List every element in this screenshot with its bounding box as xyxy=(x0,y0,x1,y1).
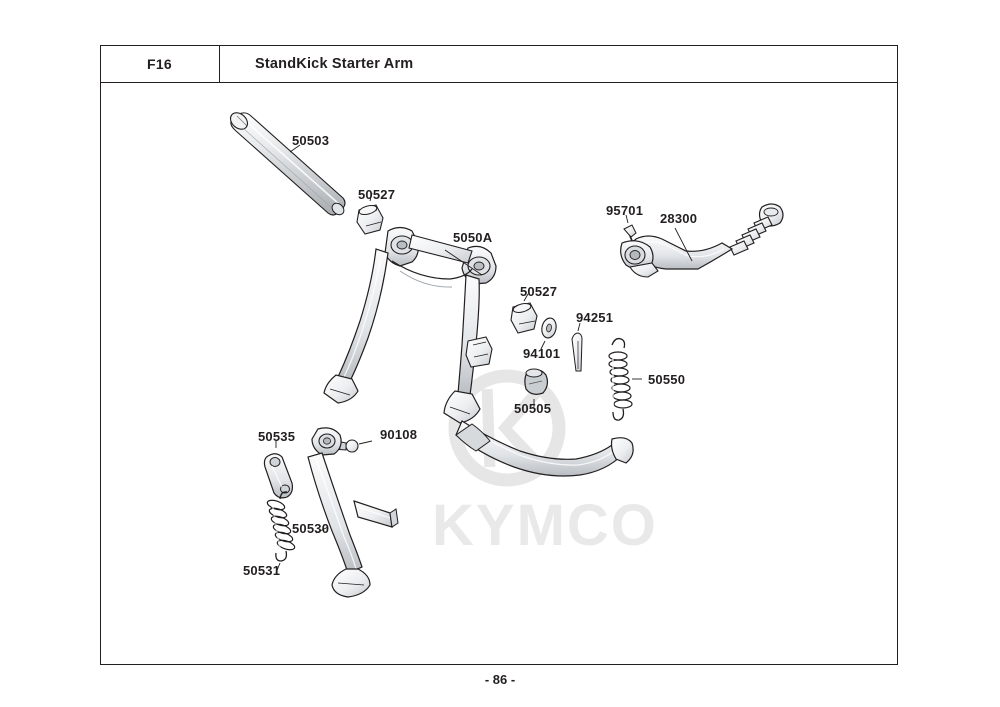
callout-label-50527-upper: 50527 xyxy=(358,187,396,202)
section-code: F16 xyxy=(146,56,173,72)
callout-label-50535: 50535 xyxy=(258,429,296,444)
callout-label-50505: 50505 xyxy=(514,401,552,416)
diagram-frame xyxy=(100,45,898,665)
callout-label-50550: 50550 xyxy=(648,372,686,387)
page-title: StandKick Starter Arm xyxy=(255,56,414,72)
section-code-cell xyxy=(100,45,220,83)
callout-label-95701: 95701 xyxy=(606,203,644,218)
page-number: - 86 - xyxy=(484,672,516,687)
callout-label-5050A: 5050A xyxy=(453,230,493,245)
callout-label-28300: 28300 xyxy=(660,211,698,226)
section-title-cell xyxy=(255,45,413,83)
callout-label-90108: 90108 xyxy=(380,427,418,442)
svg-text:KYMCO: KYMCO xyxy=(432,493,658,558)
callout-label-94101: 94101 xyxy=(523,346,561,361)
callout-label-94251: 94251 xyxy=(576,310,614,325)
callout-label-50531: 50531 xyxy=(243,563,281,578)
diagram-header xyxy=(100,45,898,83)
callout-label-50530: 50530 xyxy=(292,521,330,536)
callout-label-50527-lower: 50527 xyxy=(520,284,558,299)
callout-label-50503: 50503 xyxy=(292,133,330,148)
